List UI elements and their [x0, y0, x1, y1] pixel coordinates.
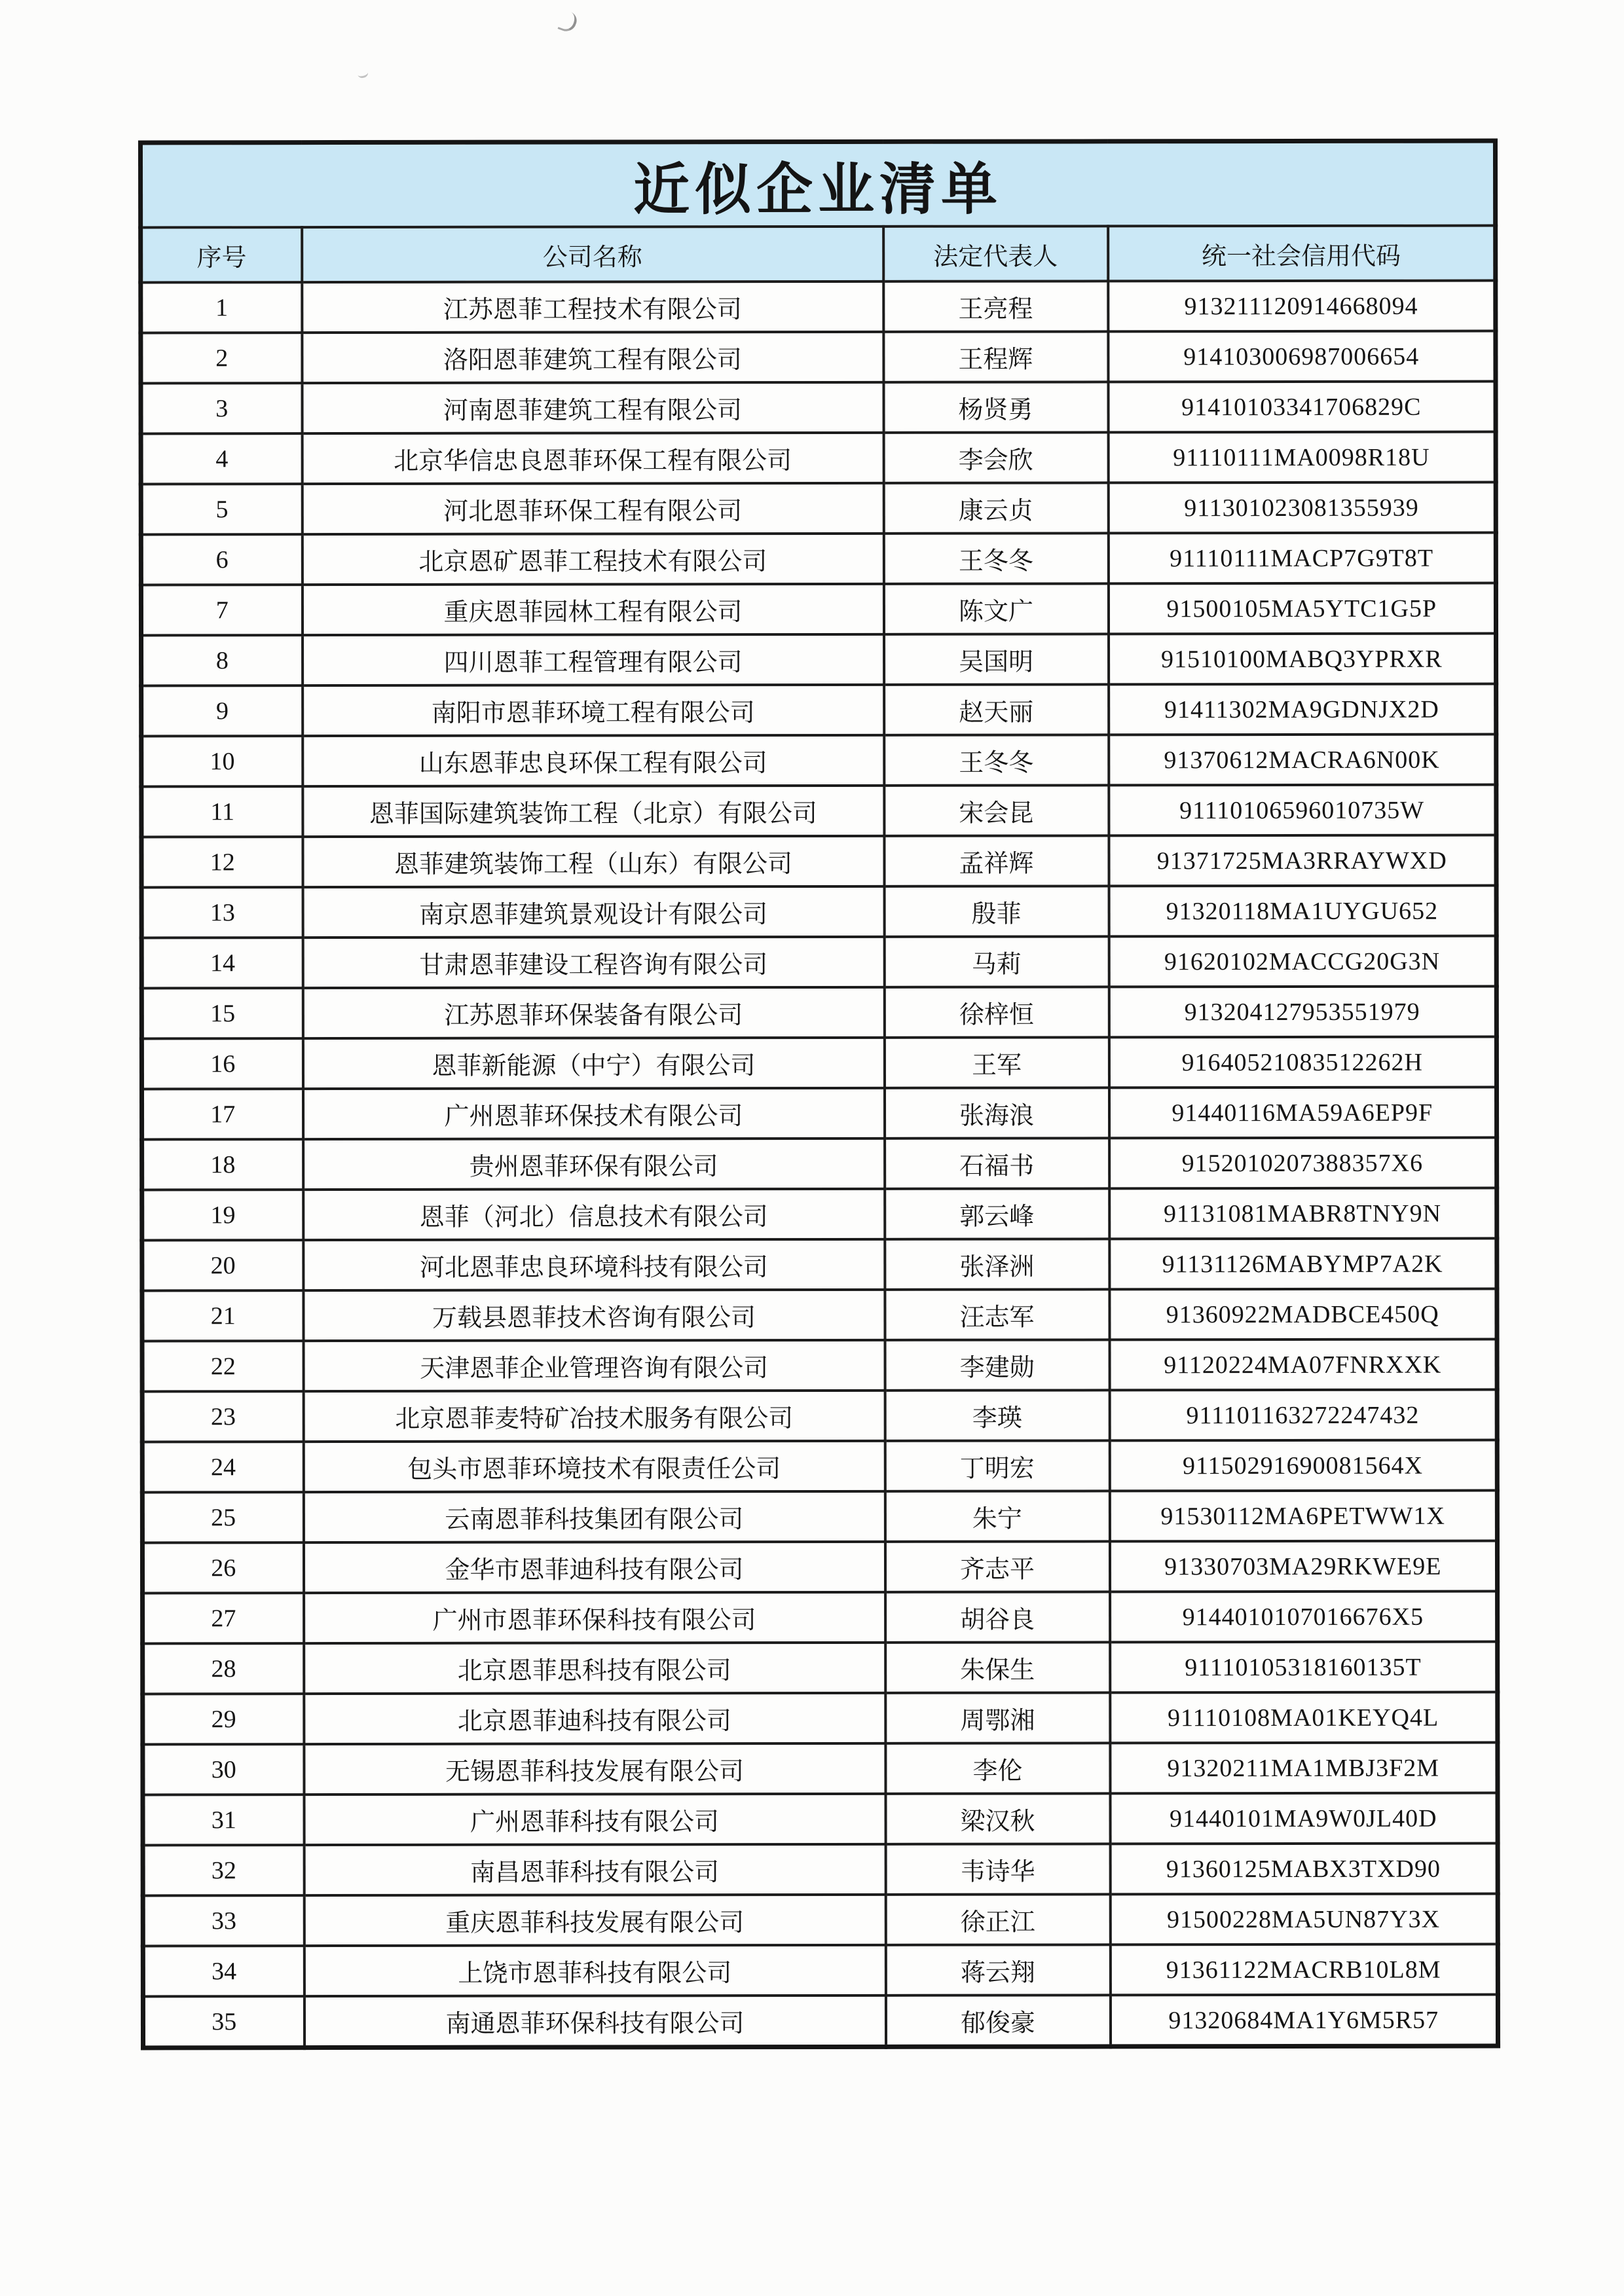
table-row: [141, 987, 1496, 1039]
table-row: [143, 1793, 1498, 1846]
row-number-cell: 19: [142, 1190, 303, 1240]
row-number-cell: 27: [143, 1593, 304, 1643]
credit-code-cell: 91500228MA5UN87Y3X: [1110, 1894, 1498, 1945]
company-name-cell: 南昌恩菲科技有限公司: [304, 1844, 885, 1895]
company-name-cell: 河北恩菲环保工程有限公司: [302, 483, 883, 534]
table-row: [141, 835, 1496, 888]
row-number-cell: 4: [141, 433, 302, 484]
table-row: [142, 1188, 1497, 1241]
company-name-cell: 上饶市恩菲科技有限公司: [304, 1945, 885, 1996]
company-name-cell: 北京恩菲迪科技有限公司: [304, 1693, 885, 1744]
legal-rep-cell: 王冬冬: [883, 533, 1108, 583]
credit-code-cell: 91150291690081564X: [1109, 1440, 1497, 1491]
table-row: [141, 583, 1496, 636]
page-title: 近似企业清单: [140, 141, 1495, 227]
legal-rep-cell: 胡谷良: [885, 1592, 1110, 1642]
row-number-cell: 35: [143, 1996, 304, 2048]
credit-code-cell: 913211120914668094: [1108, 281, 1496, 332]
row-number-cell: 5: [141, 484, 302, 534]
row-number-cell: 23: [142, 1391, 303, 1442]
row-number-cell: 16: [141, 1038, 303, 1089]
legal-rep-cell: 李伦: [885, 1743, 1110, 1793]
row-number-cell: 11: [141, 786, 303, 837]
legal-rep-cell: 王军: [884, 1037, 1109, 1087]
row-number-cell: 31: [143, 1795, 304, 1845]
table-row: [143, 1844, 1498, 1896]
credit-code-cell: 91360125MABX3TXD90: [1110, 1844, 1498, 1895]
legal-rep-cell: 赵天丽: [884, 684, 1109, 735]
company-name-cell: 天津恩菲企业管理咨询有限公司: [303, 1340, 885, 1391]
company-name-cell: 山东恩菲忠良环保工程有限公司: [303, 735, 884, 786]
credit-code-cell: 91510100MABQ3YPRXR: [1109, 634, 1496, 685]
column-header-credit-code: 统一社会信用代码: [1108, 226, 1496, 282]
column-header-company: 公司名称: [302, 227, 883, 282]
row-number-cell: 25: [142, 1492, 303, 1542]
legal-rep-cell: 王程辉: [883, 331, 1108, 382]
credit-code-cell: 91110111MACP7G9T8T: [1108, 533, 1496, 584]
company-name-cell: 广州市恩菲环保科技有限公司: [304, 1592, 885, 1643]
company-name-cell: 江苏恩菲工程技术有限公司: [302, 282, 883, 333]
row-number-cell: 21: [142, 1290, 303, 1341]
table-row: [141, 331, 1496, 384]
scan-artifact: [357, 68, 369, 79]
legal-rep-cell: 丁明宏: [885, 1440, 1109, 1491]
row-number-cell: 34: [143, 1946, 304, 1996]
company-name-cell: 恩菲（河北）信息技术有限公司: [303, 1189, 885, 1240]
credit-code-cell: 91120224MA07FNRXXK: [1109, 1339, 1497, 1391]
table-row: [143, 1592, 1498, 1644]
legal-rep-cell: 齐志平: [885, 1541, 1109, 1592]
legal-rep-cell: 王亮程: [883, 281, 1108, 331]
table-row: [141, 281, 1496, 333]
credit-code-cell: 91110108MA01KEYQ4L: [1110, 1692, 1498, 1743]
row-number-cell: 32: [143, 1845, 304, 1895]
credit-code-cell: 913204127953551979: [1109, 987, 1496, 1038]
legal-rep-cell: 郁俊豪: [885, 1995, 1110, 2047]
legal-rep-cell: 康云贞: [883, 483, 1108, 533]
table-row: [142, 1239, 1497, 1291]
row-number-cell: 10: [141, 736, 303, 786]
table-row: [142, 1440, 1497, 1493]
row-number-cell: 18: [142, 1139, 303, 1190]
credit-code-cell: 91110106596010735W: [1109, 785, 1496, 836]
company-name-cell: 广州恩菲环保技术有限公司: [303, 1088, 884, 1139]
table-row: [143, 1642, 1498, 1694]
company-name-cell: 江苏恩菲环保装备有限公司: [303, 987, 884, 1038]
row-number-cell: 28: [143, 1643, 304, 1694]
row-number-cell: 15: [141, 988, 303, 1038]
table-row: [143, 1995, 1498, 2048]
row-number-cell: 2: [141, 333, 302, 383]
scan-artifact: [557, 10, 579, 34]
company-name-cell: 恩菲国际建筑装饰工程（北京）有限公司: [303, 786, 884, 837]
company-table-body: [141, 281, 1498, 2048]
legal-rep-cell: 蒋云翔: [885, 1944, 1110, 1995]
legal-rep-cell: 杨贤勇: [883, 382, 1108, 432]
table-row: [143, 1692, 1498, 1745]
row-number-cell: 20: [142, 1240, 303, 1290]
credit-code-cell: 91131081MABR8TNY9N: [1109, 1188, 1497, 1239]
table-row: [141, 634, 1496, 686]
credit-code-cell: 91620102MACCG20G3N: [1109, 936, 1496, 987]
company-name-cell: 南通恩菲环保科技有限公司: [304, 1995, 885, 2048]
credit-code-cell: 911101163272247432: [1109, 1390, 1497, 1441]
credit-code-cell: 91500105MA5YTC1G5P: [1108, 583, 1496, 634]
table-row: [141, 684, 1496, 737]
company-name-cell: 河南恩菲建筑工程有限公司: [302, 382, 883, 433]
table-row: [143, 1743, 1498, 1795]
row-number-cell: 33: [143, 1895, 304, 1946]
credit-code-cell: 91411302MA9GDNJX2D: [1109, 684, 1496, 735]
credit-code-cell: 91330703MA29RKWE9E: [1109, 1541, 1497, 1592]
credit-code-cell: 91371725MA3RRAYWXD: [1109, 835, 1496, 886]
legal-rep-cell: 汪志军: [885, 1289, 1109, 1339]
credit-code-cell: 91370612MACRA6N00K: [1109, 735, 1496, 786]
credit-code-cell: 91320684MA1Y6M5R57: [1110, 1995, 1498, 2047]
company-name-cell: 重庆恩菲科技发展有限公司: [304, 1895, 885, 1946]
legal-rep-cell: 朱保生: [885, 1642, 1110, 1692]
legal-rep-cell: 石福书: [885, 1138, 1109, 1188]
row-number-cell: 1: [141, 282, 302, 333]
table-row: [141, 936, 1496, 989]
legal-rep-cell: 张海浪: [884, 1087, 1109, 1138]
credit-code-cell: 91640521083512262H: [1109, 1037, 1496, 1088]
row-number-cell: 13: [141, 887, 303, 938]
similar-companies-table: [138, 139, 1500, 2050]
table-row: [141, 533, 1496, 585]
credit-code-cell: 911301023081355939: [1108, 483, 1496, 534]
table-row: [142, 1491, 1497, 1543]
credit-code-cell: 914103006987006654: [1108, 331, 1496, 382]
row-number-cell: 8: [141, 635, 303, 685]
company-name-cell: 甘肃恩菲建设工程咨询有限公司: [303, 937, 884, 988]
row-number-cell: 7: [141, 585, 302, 635]
company-name-cell: 广州恩菲科技有限公司: [304, 1794, 885, 1845]
company-name-cell: 四川恩菲工程管理有限公司: [303, 634, 884, 685]
row-number-cell: 22: [142, 1341, 303, 1391]
header-row: [141, 226, 1496, 283]
legal-rep-cell: 宋会昆: [884, 785, 1109, 835]
company-name-cell: 北京华信忠良恩菲环保工程有限公司: [302, 433, 883, 484]
legal-rep-cell: 吴国明: [884, 634, 1109, 684]
legal-rep-cell: 孟祥辉: [884, 835, 1109, 886]
legal-rep-cell: 张泽洲: [885, 1239, 1109, 1289]
table-row: [141, 785, 1496, 837]
table-row: [141, 1087, 1496, 1140]
company-name-cell: 重庆恩菲园林工程有限公司: [302, 584, 883, 635]
company-name-cell: 贵州恩菲环保有限公司: [303, 1139, 885, 1190]
credit-code-cell: 91131126MABYMP7A2K: [1109, 1239, 1497, 1290]
company-name-cell: 恩菲新能源（中宁）有限公司: [303, 1038, 884, 1089]
legal-rep-cell: 韦诗华: [885, 1844, 1110, 1894]
table-row: [142, 1289, 1497, 1341]
table-row: [142, 1390, 1497, 1442]
credit-code-cell: 91110105318160135T: [1110, 1642, 1498, 1693]
row-number-cell: 17: [141, 1089, 303, 1139]
row-number-cell: 3: [141, 383, 302, 433]
legal-rep-cell: 徐梓恒: [884, 987, 1109, 1037]
company-name-cell: 无锡恩菲科技发展有限公司: [304, 1743, 885, 1795]
table-row: [141, 1037, 1496, 1089]
legal-rep-cell: 李瑛: [885, 1390, 1109, 1440]
table-row: [141, 886, 1496, 938]
title-row: [140, 141, 1495, 227]
credit-code-cell: 91360922MADBCE450Q: [1109, 1289, 1497, 1340]
table-row: [143, 1944, 1498, 1997]
credit-code-cell: 91440116MA59A6EP9F: [1109, 1087, 1496, 1139]
credit-code-cell: 91440101MA9W0JL40D: [1110, 1793, 1498, 1844]
company-name-cell: 河北恩菲忠良环境科技有限公司: [303, 1239, 885, 1290]
table-row: [141, 735, 1496, 787]
legal-rep-cell: 李建勋: [885, 1339, 1109, 1390]
credit-code-cell: 91110111MA0098R18U: [1108, 432, 1496, 483]
company-name-cell: 恩菲建筑装饰工程（山东）有限公司: [303, 836, 884, 887]
credit-code-cell: 91320211MA1MBJ3F2M: [1110, 1743, 1498, 1794]
row-number-cell: 30: [143, 1744, 304, 1795]
legal-rep-cell: 梁汉秋: [885, 1793, 1110, 1844]
company-name-cell: 金华市恩菲迪科技有限公司: [303, 1542, 885, 1593]
column-header-index: 序号: [141, 227, 302, 282]
company-name-cell: 万载县恩菲技术咨询有限公司: [303, 1290, 885, 1341]
row-number-cell: 14: [141, 938, 303, 988]
company-name-cell: 洛阳恩菲建筑工程有限公司: [302, 332, 883, 383]
legal-rep-cell: 马莉: [884, 936, 1109, 987]
legal-rep-cell: 徐正江: [885, 1894, 1110, 1944]
company-name-cell: 北京恩矿恩菲工程技术有限公司: [302, 534, 883, 585]
table-row: [141, 483, 1496, 535]
company-name-cell: 南阳市恩菲环境工程有限公司: [303, 685, 884, 736]
row-number-cell: 26: [142, 1542, 303, 1593]
legal-rep-cell: 郭云峰: [885, 1188, 1109, 1239]
company-name-cell: 北京恩菲思科技有限公司: [304, 1643, 885, 1694]
table-row: [142, 1541, 1497, 1594]
row-number-cell: 24: [142, 1442, 303, 1492]
company-name-cell: 北京恩菲麦特矿冶技术服务有限公司: [303, 1391, 885, 1442]
legal-rep-cell: 周鄂湘: [885, 1692, 1110, 1743]
credit-code-cell: 9144010107016676X5: [1110, 1592, 1498, 1643]
table-row: [141, 432, 1496, 484]
row-number-cell: 29: [143, 1694, 304, 1744]
credit-code-cell: 91320118MA1UYGU652: [1109, 886, 1496, 937]
legal-rep-cell: 陈文广: [883, 583, 1108, 634]
legal-rep-cell: 李会欣: [883, 432, 1108, 483]
row-number-cell: 6: [141, 534, 302, 585]
legal-rep-cell: 殷菲: [884, 886, 1109, 936]
credit-code-cell: 9152010207388357X6: [1109, 1138, 1497, 1189]
legal-rep-cell: 王冬冬: [884, 735, 1109, 785]
legal-rep-cell: 朱宁: [885, 1491, 1109, 1541]
column-header-legal-rep: 法定代表人: [883, 226, 1108, 281]
table-row: [142, 1339, 1497, 1392]
table-row: [142, 1138, 1497, 1190]
credit-code-cell: 91410103341706829C: [1108, 382, 1496, 433]
table-row: [143, 1894, 1498, 1946]
row-number-cell: 12: [141, 837, 303, 887]
company-name-cell: 南京恩菲建筑景观设计有限公司: [303, 886, 884, 938]
table-row: [141, 382, 1496, 434]
credit-code-cell: 91361122MACRB10L8M: [1110, 1944, 1498, 1995]
row-number-cell: 9: [141, 685, 303, 736]
company-name-cell: 云南恩菲科技集团有限公司: [303, 1491, 885, 1542]
company-name-cell: 包头市恩菲环境技术有限责任公司: [303, 1441, 885, 1492]
credit-code-cell: 91530112MA6PETWW1X: [1109, 1491, 1497, 1542]
